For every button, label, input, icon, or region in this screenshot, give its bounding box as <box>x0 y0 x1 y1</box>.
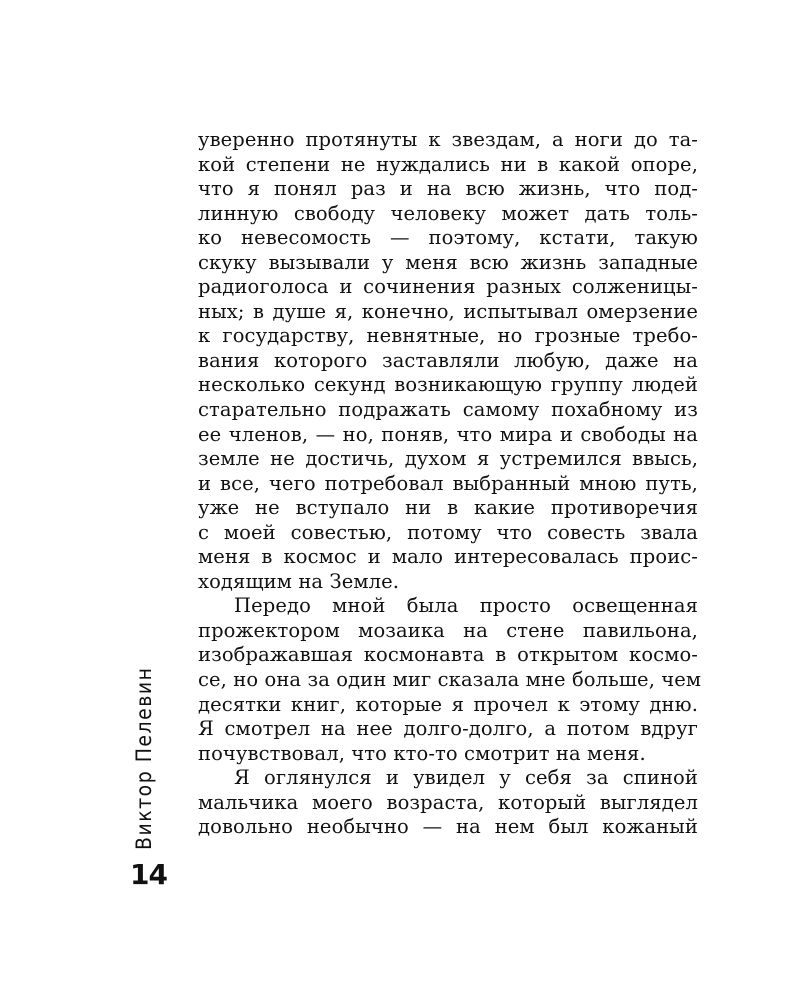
text-line: скуку вызывали у меня всю жизнь западные <box>198 250 698 274</box>
page-number: 14 <box>130 858 167 891</box>
text-line: меня в космос и мало интересовалась проис- <box>198 545 698 569</box>
body-text <box>198 128 702 840</box>
text-line: линную свободу человеку может дать толь- <box>198 201 698 225</box>
text-line: несколько секунд возникающую группу людей <box>198 373 698 397</box>
text-line: уже не вступало ни в какие противоречия <box>198 496 698 520</box>
text-line: изображавшая космонавта в открытом космо- <box>198 643 698 667</box>
text-line: прожектором мозаика на стене павильона, <box>198 618 698 642</box>
text-line: земле не достичь, духом я устремился ввысь, <box>198 447 698 471</box>
text-line: к государству, невнятные, но грозные требо- <box>198 324 698 348</box>
text-line: старательно подражать самому похабному из <box>198 398 698 422</box>
text-line: радиоголоса и сочинения разных солженицы- <box>198 275 698 299</box>
paragraph-end-line: ходящим на Земле. <box>198 569 400 593</box>
text-line: уверенно протянуты к звездам, а ноги до та- <box>198 128 698 151</box>
text-line: Я смотрел на нее долго-долго, а потом вдруг <box>198 717 698 741</box>
text-line: что я понял раз и на всю жизнь, что под- <box>198 177 698 201</box>
running-head <box>124 666 164 850</box>
paragraph-start-line: Я оглянулся и увидел у себя за спиной <box>234 766 698 790</box>
text-line: ко невесомость — поэтому, кстати, такую <box>198 226 698 250</box>
text-line: вания которого заставляли любую, даже на <box>198 348 698 372</box>
text-line: довольно необычно — на нем был кожаный <box>198 815 698 839</box>
text-line: мальчика моего возраста, который выглядел <box>198 790 698 814</box>
text-line: кой степени не нуждались ни в какой опоре, <box>198 152 698 176</box>
text-line: с моей совестью, потому что совесть звала <box>198 520 698 544</box>
text-line: и все, чего потребовал выбранный мною путь, <box>198 471 698 495</box>
text-line: ее членов, — но, поняв, что мира и свободы на <box>198 422 698 446</box>
paragraph-end-line: почувствовал, что кто-то смотрит на меня. <box>198 741 646 765</box>
author-name: Виктор Пелевин <box>132 666 156 850</box>
text-line: ных; в душе я, конечно, испытывал омерзение <box>198 299 698 323</box>
text-line: десятки книг, которые я прочел к этому дню. <box>198 692 698 716</box>
text-line: се, но она за один миг сказала мне больше, чем <box>198 668 702 692</box>
paragraph-start-line: Передо мной была просто освещенная <box>234 594 698 618</box>
